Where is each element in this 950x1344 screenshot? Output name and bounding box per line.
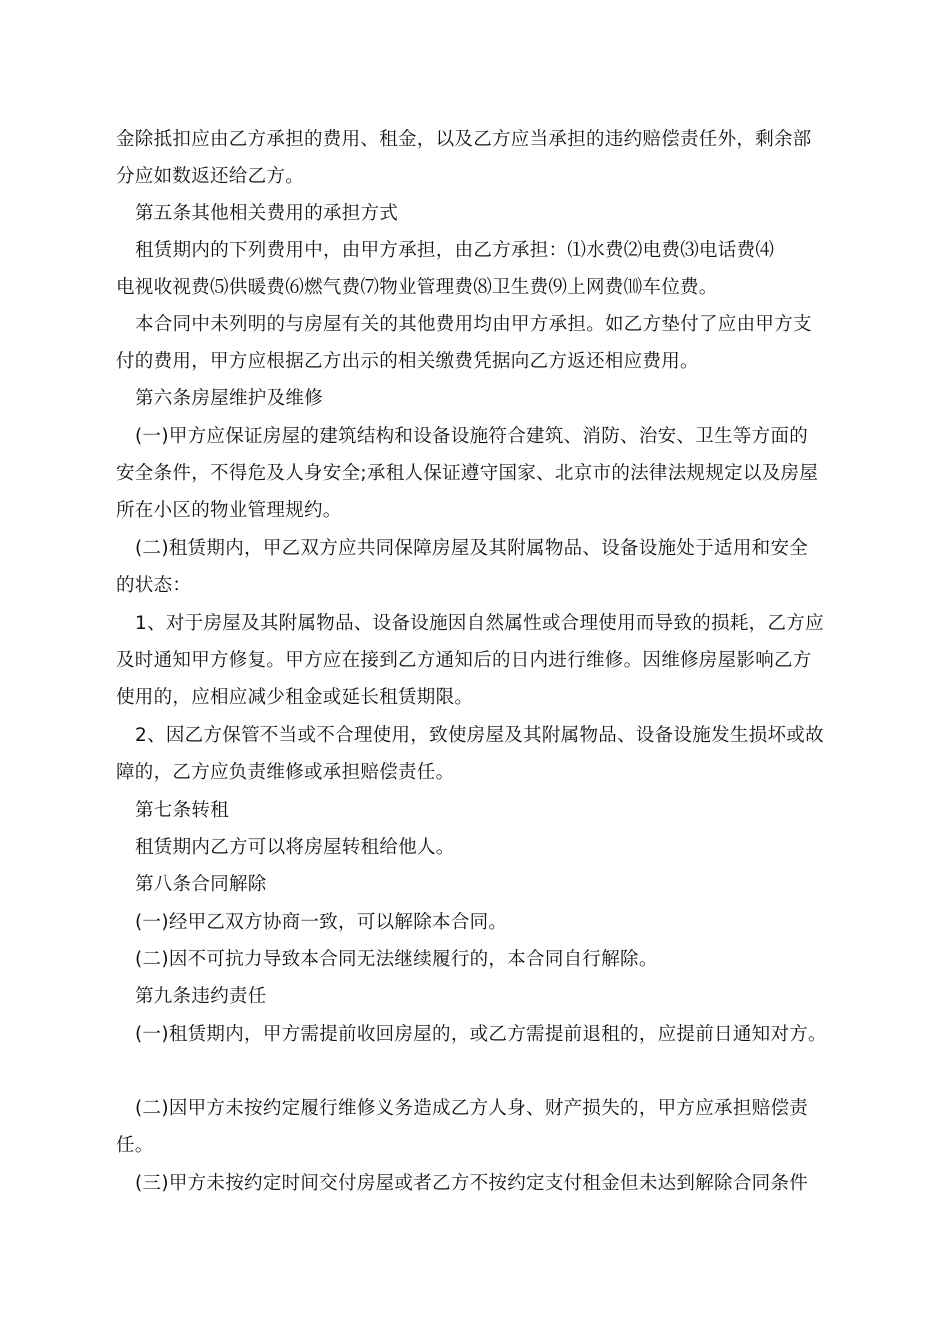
paragraph-line: 及时通知甲方修复。甲方应在接到乙方通知后的日内进行维修。因维修房屋影响乙方 xyxy=(116,650,812,671)
paragraph-line: 安全条件，不得危及人身安全;承租人保证遵守国家、北京市的法律法规规定以及房屋 xyxy=(116,463,819,484)
paragraph-line: 电视收视费⑸供暖费⑹燃气费⑺物业管理费⑻卫生费⑼上网费⑽车位费。 xyxy=(116,277,718,298)
paragraph-line: (一)经甲乙双方协商一致，可以解除本合同。 xyxy=(135,912,508,933)
paragraph-line: 1、对于房屋及其附属物品、设备设施因自然属性或合理使用而导致的损耗，乙方应 xyxy=(135,613,824,634)
paragraph-line: 使用的，应相应减少租金或延长租赁期限。 xyxy=(116,687,474,708)
paragraph-line: (三)甲方未按约定时间交付房屋或者乙方不按约定支付租金但未达到解除合同条件 xyxy=(135,1173,809,1194)
section-heading: 第七条转租 xyxy=(135,800,230,821)
section-heading: 第六条房屋维护及维修 xyxy=(135,388,324,409)
paragraph-line: 的状态： xyxy=(116,575,192,596)
paragraph-line: (二)租赁期内，甲乙双方应共同保障房屋及其附属物品、设备设施处于适用和安全 xyxy=(135,538,809,559)
paragraph-line: (二)因不可抗力导致本合同无法继续履行的，本合同自行解除。 xyxy=(135,949,658,970)
paragraph-line: 租赁期内乙方可以将房屋转租给他人。 xyxy=(135,837,455,858)
paragraph-line: 付的费用，甲方应根据乙方出示的相关缴费凭据向乙方返还相应费用。 xyxy=(116,351,699,372)
paragraph-line: 分应如数返还给乙方。 xyxy=(116,166,305,187)
section-heading: 第九条违约责任 xyxy=(135,986,267,1007)
paragraph-line: 任。 xyxy=(116,1135,154,1156)
paragraph-line: 金除抵扣应由乙方承担的费用、租金，以及乙方应当承担的违约赔偿责任外，剩余部 xyxy=(116,129,812,150)
section-heading: 第八条合同解除 xyxy=(135,874,267,895)
paragraph-line: 障的，乙方应负责维修或承担赔偿责任。 xyxy=(116,762,455,783)
paragraph-line: 所在小区的物业管理规约。 xyxy=(116,500,342,521)
paragraph-line: 租赁期内的下列费用中，由甲方承担，由乙方承担：⑴水费⑵电费⑶电话费⑷ xyxy=(135,240,775,261)
section-heading: 第五条其他相关费用的承担方式 xyxy=(135,203,399,224)
paragraph-line: 2、因乙方保管不当或不合理使用，致使房屋及其附属物品、设备设施发生损坏或故 xyxy=(135,725,824,746)
paragraph-line: (一)甲方应保证房屋的建筑结构和设备设施符合建筑、消防、治安、卫生等方面的 xyxy=(135,426,809,447)
paragraph-line: (一)租赁期内，甲方需提前收回房屋的，或乙方需提前退租的，应提前日通知对方。 xyxy=(135,1024,827,1045)
paragraph-line: (二)因甲方未按约定履行维修义务造成乙方人身、财产损失的，甲方应承担赔偿责 xyxy=(135,1098,809,1119)
paragraph-line: 本合同中未列明的与房屋有关的其他费用均由甲方承担。如乙方垫付了应由甲方支 xyxy=(135,314,812,335)
